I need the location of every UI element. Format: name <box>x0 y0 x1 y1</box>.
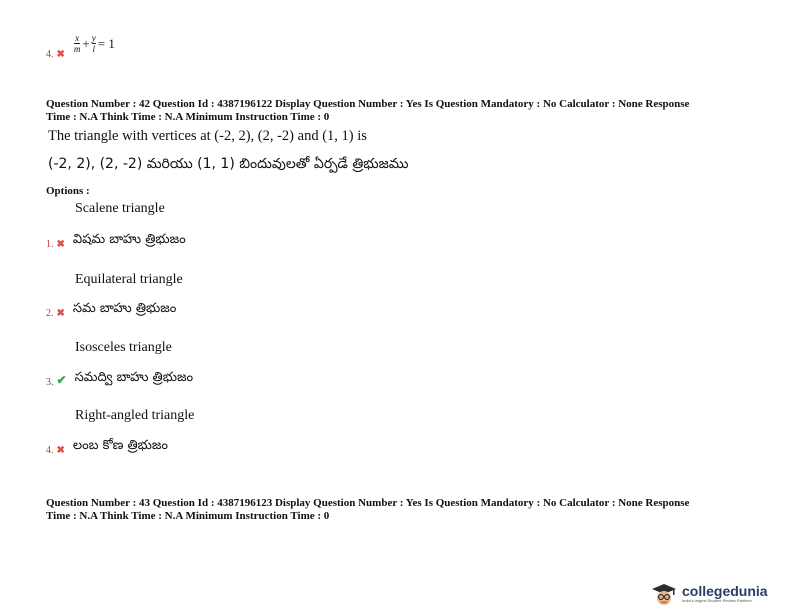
option-2-row <box>46 299 176 319</box>
wrong-mark-icon: ✖ <box>56 445 65 456</box>
wrong-mark-icon: ✖ <box>56 308 65 319</box>
option-number: 4. <box>46 445 54 456</box>
collegedunia-logo <box>650 582 768 606</box>
option-2-english: Equilateral triangle <box>75 272 183 287</box>
question-text-telugu: (-2, 2), (2, -2) మరియు (1, 1) బిందువులతో ఏర్పడే త్రిభుజము <box>48 156 409 172</box>
option-1-row <box>46 230 186 250</box>
question-42-header <box>46 98 766 124</box>
logo-tagline: India's largest Student Review Platform <box>682 598 752 603</box>
wrong-mark-icon: ✖ <box>56 239 65 250</box>
option-number: 2. <box>46 308 54 319</box>
question-header-line-2: Time : N.A Think Time : N.A Minimum Instruction Time : 0 <box>46 510 330 522</box>
option-3-telugu: సమద్వి బాహు త్రిభుజం <box>74 370 194 385</box>
graduate-mascot-icon <box>650 582 678 606</box>
option-2-telugu: సమ బాహు త్రిభుజం <box>72 301 177 316</box>
option-1-telugu: విషమ బాహు త్రిభుజం <box>72 232 186 247</box>
question-header-line-2: Time : N.A Think Time : N.A Minimum Instruction Time : 0 <box>46 111 330 123</box>
option-number: 3. <box>46 377 54 388</box>
option-4-english: Right-angled triangle <box>75 408 195 423</box>
fraction-y-over-l <box>92 33 96 54</box>
logo-text <box>682 584 768 604</box>
numerator: x <box>75 33 80 43</box>
wrong-mark-icon: ✖ <box>56 49 65 60</box>
option-3-english: Isosceles triangle <box>75 340 172 355</box>
logo-name: collegedunia <box>682 583 768 599</box>
option-1-english: Scalene triangle <box>75 201 165 216</box>
plus-sign: + <box>82 35 90 51</box>
fraction-x-over-m <box>74 33 81 54</box>
equation-rhs: = 1 <box>97 35 115 51</box>
correct-check-icon: ✔ <box>56 373 67 387</box>
previous-option-4 <box>46 28 115 60</box>
question-43-header <box>46 497 766 523</box>
option-number: 4. <box>46 49 54 60</box>
option-3-row <box>46 368 193 388</box>
denominator: m <box>73 44 81 54</box>
question-header-line-1: Question Number : 43 Question Id : 4387196123 Display Question Number : Yes Is Question Mandatory : No Calculator : None Response <box>46 497 690 509</box>
equation <box>74 33 115 54</box>
denominator: l <box>92 44 95 54</box>
numerator: y <box>91 33 96 43</box>
question-header-line-1: Question Number : 42 Question Id : 4387196122 Display Question Number : Yes Is Question Mandatory : No Calculator : None Response <box>46 98 690 110</box>
options-label: Options : <box>46 185 90 197</box>
option-4-row <box>46 436 168 456</box>
option-4-telugu: లంబ కోణ త్రిభుజం <box>72 438 168 453</box>
option-number: 1. <box>46 239 54 250</box>
question-text-english: The triangle with vertices at (-2, 2), (2, -2) and (1, 1) is <box>48 128 367 144</box>
